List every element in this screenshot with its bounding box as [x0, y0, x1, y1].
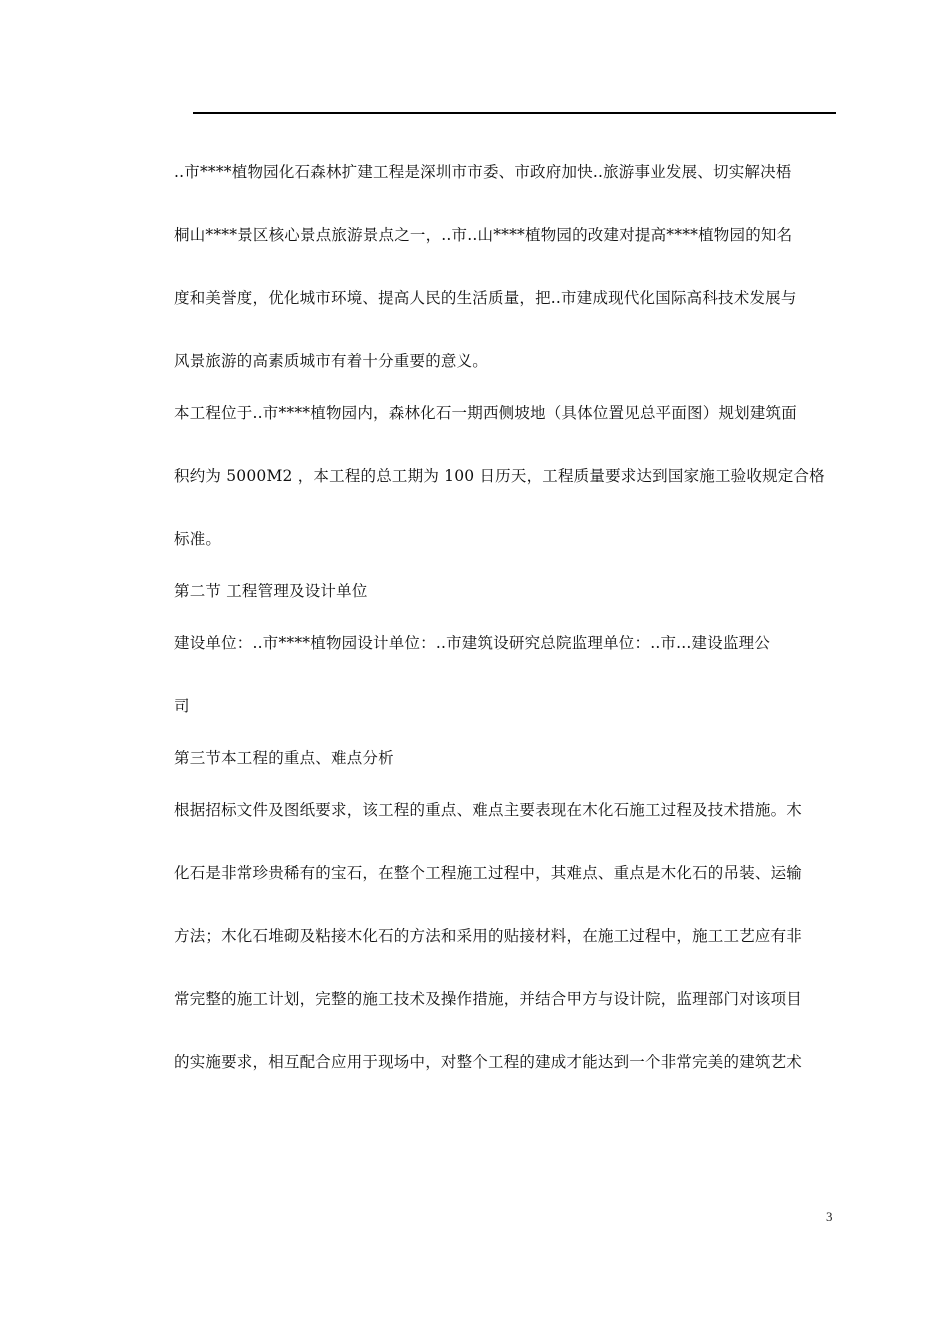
body-text: [174, 150, 854, 1073]
text-line: 方法；木化石堆砌及粘接木化石的方法和采用的贴接材料，在施工过程中，施工工艺应有非: [174, 927, 803, 945]
text-line: 根据招标文件及图纸要求，该工程的重点、难点主要表现在木化石施工过程及技术措施。木: [174, 801, 803, 819]
text-line: 本工程位于..市****植物园内，森林化石一期西侧坡地（具体位置见总平面图）规划建筑面: [174, 404, 797, 422]
text-line: 桐山****景区核心景点旅游景点之一，..市..山****植物园的改建对提高****植物园的知名: [174, 226, 793, 244]
page-number: 3: [826, 1209, 833, 1224]
text-line: 常完整的施工计划，完整的施工技术及操作措施，并结合甲方与设计院，监理部门对该项目: [174, 990, 803, 1008]
text-line: ..市****植物园化石森林扩建工程是深圳市市委、市政府加快..旅游事业发展、切实解决梧: [174, 163, 792, 181]
text-line: 积约为 5000M2 ，本工程的总工期为 100 日历天，工程质量要求达到国家施工验收规定合格: [174, 467, 825, 485]
text-line: 标准。: [174, 530, 222, 548]
section-heading: 第二节 工程管理及设计单位: [174, 582, 368, 600]
text-line: 司: [174, 697, 190, 715]
header-rule: [193, 112, 836, 114]
text-line: 建设单位：..市****植物园设计单位：..市建筑设研究总院监理单位：..市...建设监理公: [174, 634, 771, 652]
text-line: 度和美誉度，优化城市环境、提高人民的生活质量，把..市建成现代化国际高科技术发展与: [174, 289, 797, 307]
text-line: 化石是非常珍贵稀有的宝石，在整个工程施工过程中，其难点、重点是木化石的吊装、运输: [174, 864, 803, 882]
text-line: 风景旅游的高素质城市有着十分重要的意义。: [174, 352, 489, 370]
text-line: 的实施要求，相互配合应用于现场中，对整个工程的建成才能达到一个非常完美的建筑艺术: [174, 1053, 803, 1071]
section-heading: 第三节本工程的重点、难点分析: [174, 749, 394, 767]
